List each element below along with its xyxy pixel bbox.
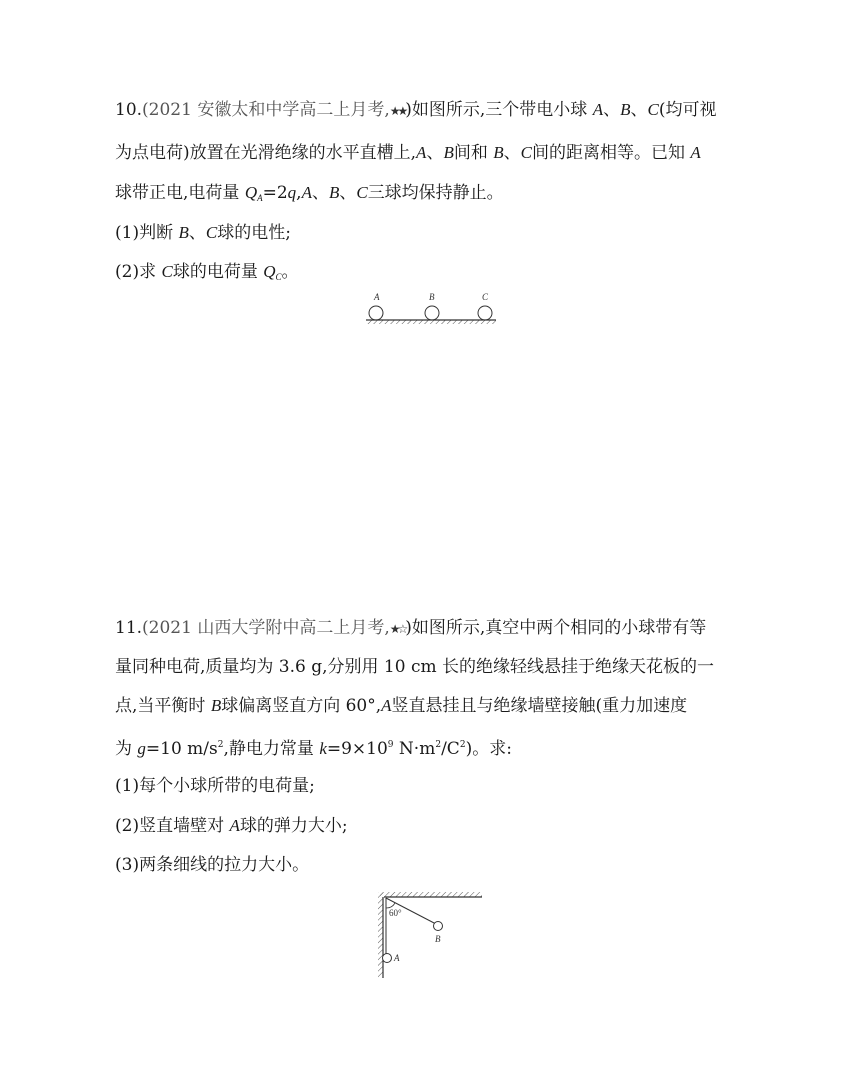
q10-line-1: 10.(2021 安徽太和中学高二上月考,★★)如图所示,三个带电小球 A、B、C(均可视 bbox=[115, 100, 717, 120]
q11-figure bbox=[374, 890, 486, 982]
ball-c bbox=[478, 306, 492, 320]
label-b: B bbox=[429, 292, 435, 302]
label-a: A bbox=[374, 292, 380, 302]
q11-part-3: (3)两条细线的拉力大小。 bbox=[115, 855, 310, 875]
ceiling bbox=[380, 892, 482, 897]
q10-part-2: (2)求 C球的电荷量 $Q_C$。 bbox=[115, 262, 299, 282]
q11-part-2: (2)竖直墙壁对 A球的弹力大小; bbox=[115, 816, 348, 836]
q10-line-3: 球带正电,电荷量 $Q_A=2q,A$、B、C三球均保持静止。 bbox=[115, 183, 504, 203]
q10-number: 10. bbox=[115, 100, 143, 120]
q11-source: (2021 山西大学附中高二上月考, bbox=[142, 618, 390, 638]
label-b: B bbox=[435, 934, 441, 944]
q11-line-2: 量同种电荷,质量均为 3.6 g,分别用 10 cm 长的绝缘轻线悬挂于绝缘天花板的一 bbox=[115, 657, 715, 677]
q10-line-2: 为点电荷)放置在光滑绝缘的水平直槽上,A、B间和 B、C间的距离相等。已知 A bbox=[115, 143, 701, 163]
ball-b bbox=[434, 922, 443, 931]
difficulty-stars-icon: ★☆ bbox=[389, 622, 406, 636]
angle-label: 60° bbox=[389, 908, 402, 918]
q10-source: (2021 安徽太和中学高二上月考, bbox=[142, 100, 390, 120]
ball-a bbox=[369, 306, 383, 320]
q11-part-1: (1)每个小球所带的电荷量; bbox=[115, 776, 315, 796]
q11-line-1: 11.(2021 山西大学附中高二上月考,★☆)如图所示,真空中两个相同的小球带有等 bbox=[115, 618, 707, 638]
q11-number: 11. bbox=[115, 618, 143, 638]
q10-figure bbox=[362, 290, 502, 330]
label-c: C bbox=[482, 292, 489, 302]
label-a: A bbox=[394, 953, 400, 963]
q10-part-1: (1)判断 B、C球的电性; bbox=[115, 223, 291, 243]
ball-a bbox=[383, 954, 392, 963]
q11-line-3: 点,当平衡时 B球偏离竖直方向 60°,A竖直悬挂且与绝缘墙壁接触(重力加速度 bbox=[115, 696, 688, 716]
wall bbox=[378, 892, 383, 978]
q11-line-4: 为 g=10 $m/s^2$,静电力常量 $k=9\times 10^9$ $N\cdot m^2/C^2$)。求: bbox=[115, 739, 512, 759]
ball-b bbox=[425, 306, 439, 320]
groove-base bbox=[366, 320, 496, 324]
difficulty-stars-icon: ★★ bbox=[389, 104, 406, 118]
